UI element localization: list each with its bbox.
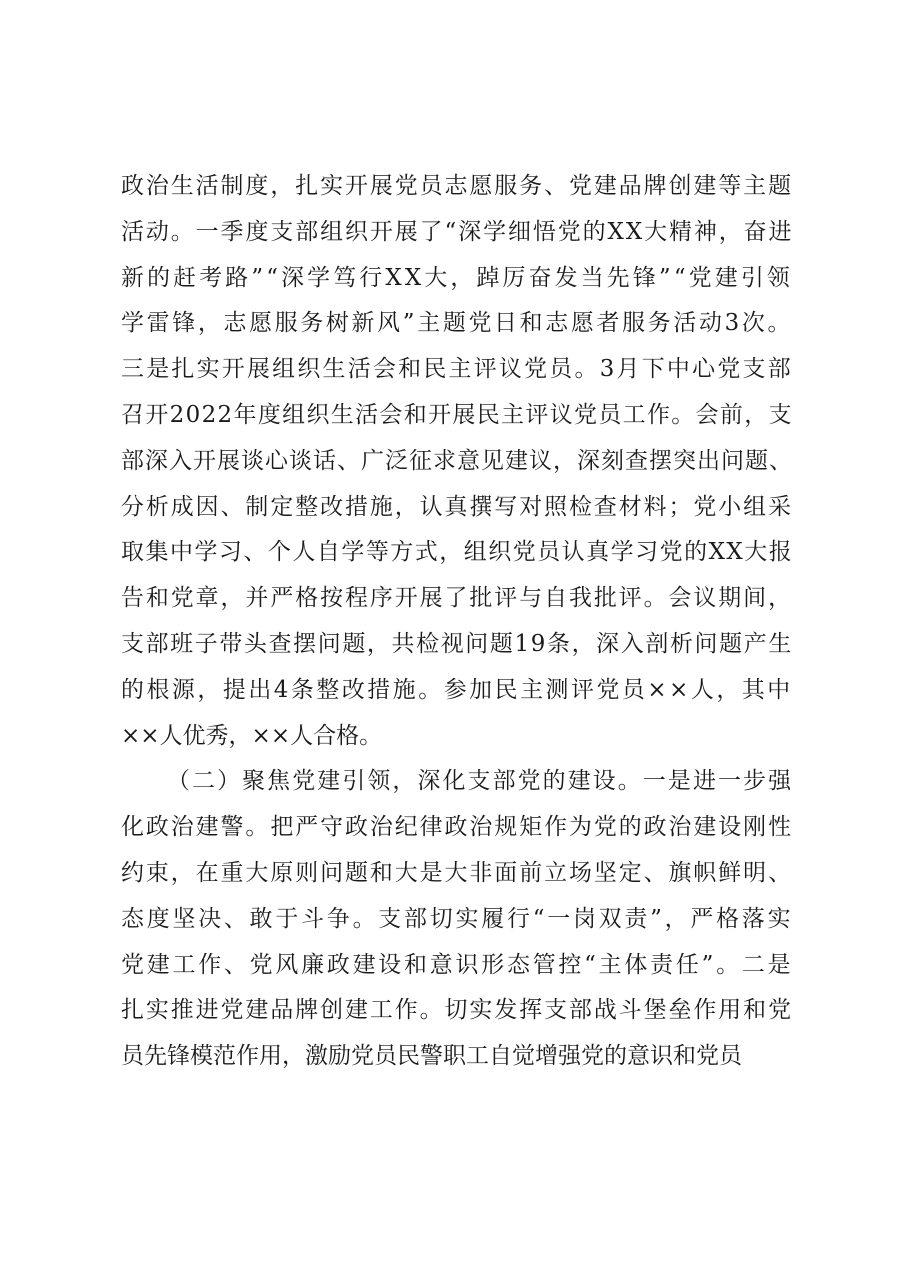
text-line: ××人优秀，××人合格。 [121, 722, 383, 749]
text-line: 的根源，提出4条整改措施。参加民主测评党员××人，其中 [121, 676, 793, 703]
text-line: 活动。一季度支部组织开展了“深学细悟党的XX大精神，奋进 [121, 218, 794, 245]
text-line: 召开2022年度组织生活会和开展民主评议党员工作。会前，支 [121, 402, 793, 428]
text-line: 态度坚决、敢于斗争。支部切实履行“一岗双责”，严格落实 [121, 905, 794, 932]
text-line: 三是扎实开展组织生活会和民主评议党员。3月下中心党支部 [121, 356, 793, 383]
text-line: 员先锋模范作用，激励党员民警职工自觉增强党的意识和党员 [121, 1043, 742, 1070]
text-line: 政治生活制度，扎实开展党员志愿服务、党建品牌创建等主题 [121, 173, 793, 199]
text-line: 取集中学习、个人自学等方式，组织党员认真学习党的XX大报 [121, 539, 794, 566]
text-line: 扎实推进党建品牌创建工作。切实发挥支部战斗堡垒作用和党 [121, 997, 793, 1024]
text-line: 部深入开展谈心谈话、广泛征求意见建议，深刻查摆突出问题、 [121, 447, 794, 474]
text-line: 学雷锋，志愿服务树新风”主题党日和志愿者服务活动3次。 [121, 310, 794, 337]
text-line: 分析成因、制定整改措施，认真撰写对照检查材料；党小组采 [121, 493, 793, 520]
text-line: 新的赶考路”“深学笃行XX大，踔厉奋发当先锋”“党建引领 [121, 264, 793, 291]
text-line: 支部班子带头查摆问题，共检视问题19条，深入剖析问题产生 [121, 631, 793, 657]
text-line: 约束，在重大原则问题和大是大非面前立场坚定、旗帜鲜明、 [121, 860, 793, 886]
text-line: （二）聚焦党建引领，深化支部党的建设。一是进一步强 [167, 768, 794, 795]
text-line: 党建工作、党风廉政建设和意识形态管控“主体责任”。二是 [121, 951, 794, 978]
text-line: 化政治建警。把严守政治纪律政治规矩作为党的政治建设刚性 [121, 814, 793, 841]
text-line: 告和党章，并严格按程序开展了批评与自我批评。会议期间， [121, 585, 793, 612]
